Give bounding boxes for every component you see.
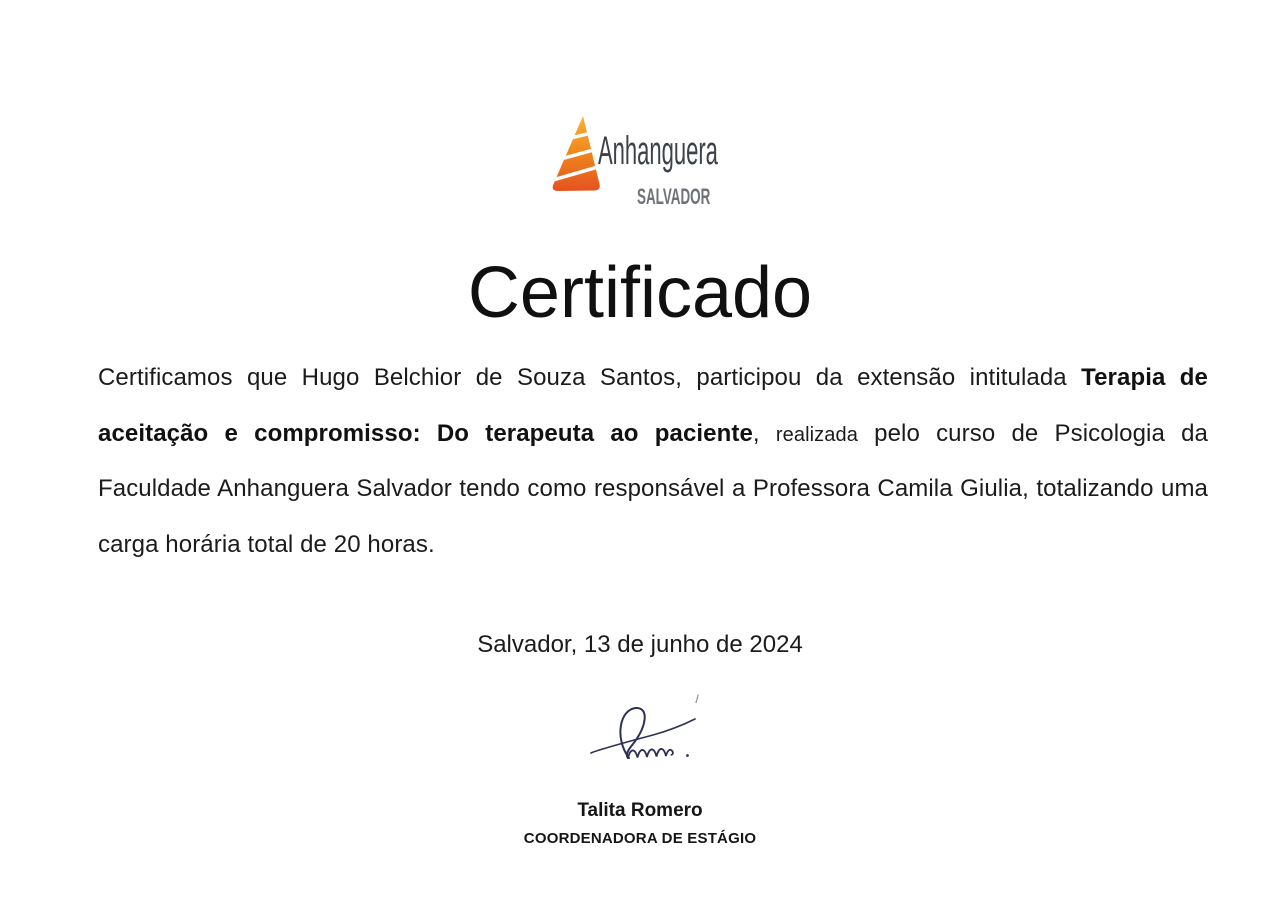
body-line-4 xyxy=(98,525,1208,581)
anhanguera-cone-icon xyxy=(552,116,602,192)
anhanguera-logo xyxy=(552,113,727,218)
signatory-role: COORDENADORA DE ESTÁGIO xyxy=(523,830,757,847)
body-text-segment: , xyxy=(752,419,776,447)
date-line: Salvador, 13 de junho de 2024 xyxy=(477,631,803,658)
body-text-segment: carga horária total de 20 horas. xyxy=(98,530,435,558)
body-text-segment: Faculdade Anhanguera Salvador tendo como responsável a Professora Camila Giulia, totalizando uma xyxy=(98,475,1208,502)
body-line-2 xyxy=(98,414,1208,470)
body-text-segment: Certificamos que Hugo Belchior de Souza Santos, participou da extensão intitulada xyxy=(98,364,1082,391)
logo-brand-text: Anhanguera xyxy=(598,129,718,173)
body-small-segment: realizada xyxy=(775,423,858,446)
body-text-segment: pelo curso de Psicologia da xyxy=(857,419,1208,447)
body-bold-segment: aceitação e compromisso: Do terapeuta ao paciente xyxy=(98,419,753,447)
signature-image xyxy=(583,688,713,788)
body-line-1 xyxy=(98,358,1208,414)
certificate-body xyxy=(98,358,1208,580)
body-line-3 xyxy=(98,469,1208,525)
body-bold-segment: Terapia de xyxy=(1081,364,1209,391)
signatory-name: Talita Romero xyxy=(577,800,703,821)
certificate-title: Certificado xyxy=(467,253,813,333)
logo-campus-text: SALVADOR xyxy=(637,184,711,209)
